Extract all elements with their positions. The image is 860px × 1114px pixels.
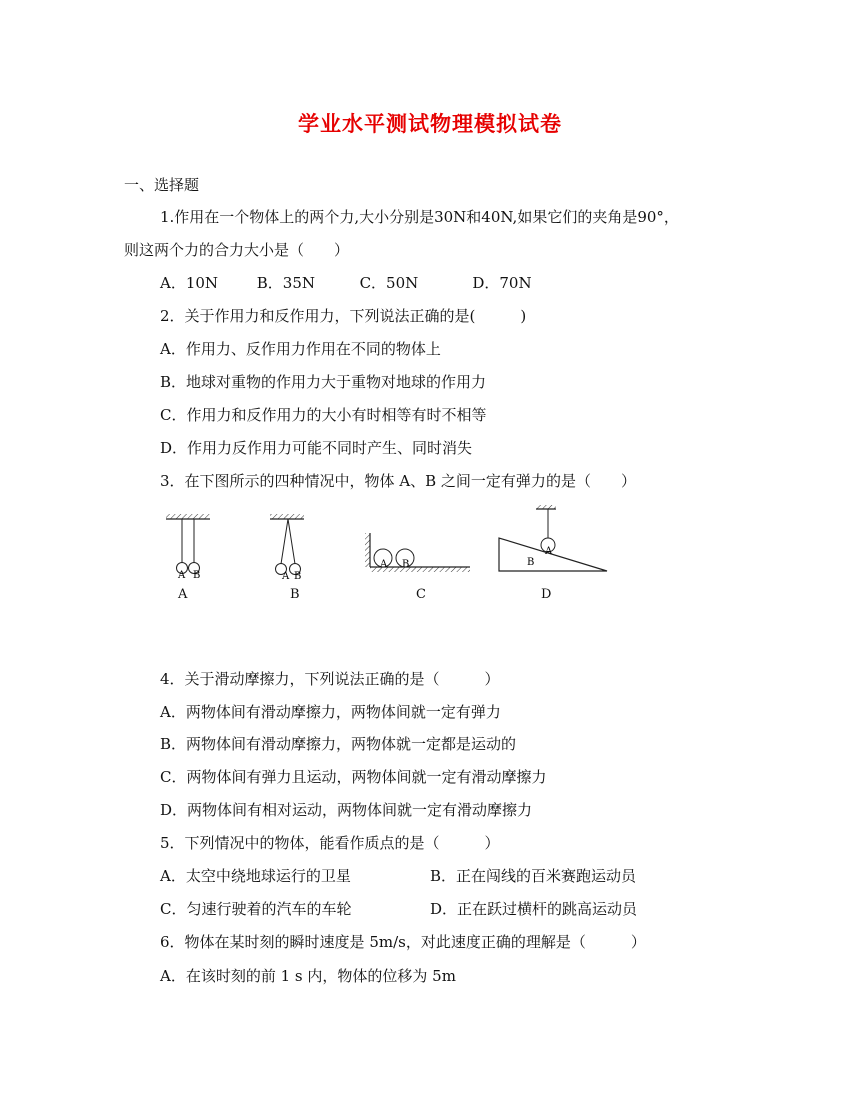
figure-b-label-a: A — [282, 571, 290, 582]
figure-d-label-a: A — [545, 546, 553, 557]
section-heading: 一、选择题 — [124, 176, 200, 194]
question-1-line-1: 1.作用在一个物体上的两个力,大小分别是30N和40N,如果它们的夹角是90°， — [160, 208, 679, 226]
figure-d-label-b: B — [527, 557, 535, 568]
question-4-option-c: C．两物体间有弹力且运动，两物体间就一定有滑动摩擦力 — [160, 768, 547, 786]
figure-b-label-b: B — [294, 571, 302, 582]
question-5-option-b: B．正在闯线的百米赛跑运动员 — [430, 867, 637, 885]
question-2-option-b: B．地球对重物的作用力大于重物对地球的作用力 — [160, 373, 487, 391]
figure-a-diagram — [166, 514, 210, 581]
question-4-option-d: D．两物体间有相对运动，两物体间就一定有滑动摩擦力 — [160, 801, 533, 819]
question-1-option-b: B．35N — [256, 274, 316, 292]
question-6-stem: 6．物体在某时刻的瞬时速度是 5m/s，对此速度正确的理解是（ ） — [160, 933, 646, 951]
question-1-option-a: A．10N — [160, 274, 219, 292]
question-1-options — [160, 273, 532, 293]
question-3-figures — [150, 505, 620, 615]
figures-svg — [150, 505, 620, 585]
question-2-option-d: D．作用力反作用力可能不同时产生、同时消失 — [160, 439, 473, 457]
figure-b-caption: B — [290, 587, 300, 602]
question-1-option-c: C．50N — [359, 274, 419, 292]
question-1-option-d: D．70N — [472, 274, 532, 292]
figure-c-label-b: B — [402, 559, 410, 570]
question-1-line-2: 则这两个力的合力大小是（ ） — [124, 241, 350, 259]
question-2-option-c: C．作用力和反作用力的大小有时相等有时不相等 — [160, 406, 487, 424]
figure-c-caption: C — [416, 587, 426, 602]
question-5-option-d: D．正在跃过横杆的跳高运动员 — [430, 900, 638, 918]
question-6-option-a: A．在该时刻的前 1 s 内，物体的位移为 5m — [160, 967, 456, 985]
question-4-option-a: A．两物体间有滑动摩擦力，两物体间就一定有弹力 — [160, 703, 501, 721]
question-4-stem: 4．关于滑动摩擦力，下列说法正确的是（ ） — [160, 670, 500, 688]
question-5-stem: 5．下列情况中的物体，能看作质点的是（ ） — [160, 834, 500, 852]
question-5-option-c: C．匀速行驶着的汽车的车轮 — [160, 900, 352, 918]
question-2-stem: 2．关于作用力和反作用力，下列说法正确的是( ) — [160, 307, 527, 325]
figure-d-caption: D — [541, 587, 552, 602]
question-4-option-b: B．两物体间有滑动摩擦力，两物体就一定都是运动的 — [160, 735, 517, 753]
question-3-stem: 3．在下图所示的四种情况中，物体 A、B 之间一定有弹力的是（ ） — [160, 472, 636, 490]
figure-a-label-b: B — [193, 570, 201, 581]
figure-a-caption: A — [178, 587, 188, 602]
figure-c-diagram — [365, 533, 470, 572]
figure-c-label-a: A — [380, 559, 388, 570]
figure-a-label-a: A — [178, 570, 186, 581]
figure-b-diagram — [270, 514, 304, 582]
question-5-option-a: A．太空中绕地球运行的卫星 — [160, 867, 351, 885]
figure-d-diagram — [499, 505, 607, 571]
question-2-option-a: A．作用力、反作用力作用在不同的物体上 — [160, 340, 441, 358]
page-title: 学业水平测试物理模拟试卷 — [298, 111, 562, 136]
